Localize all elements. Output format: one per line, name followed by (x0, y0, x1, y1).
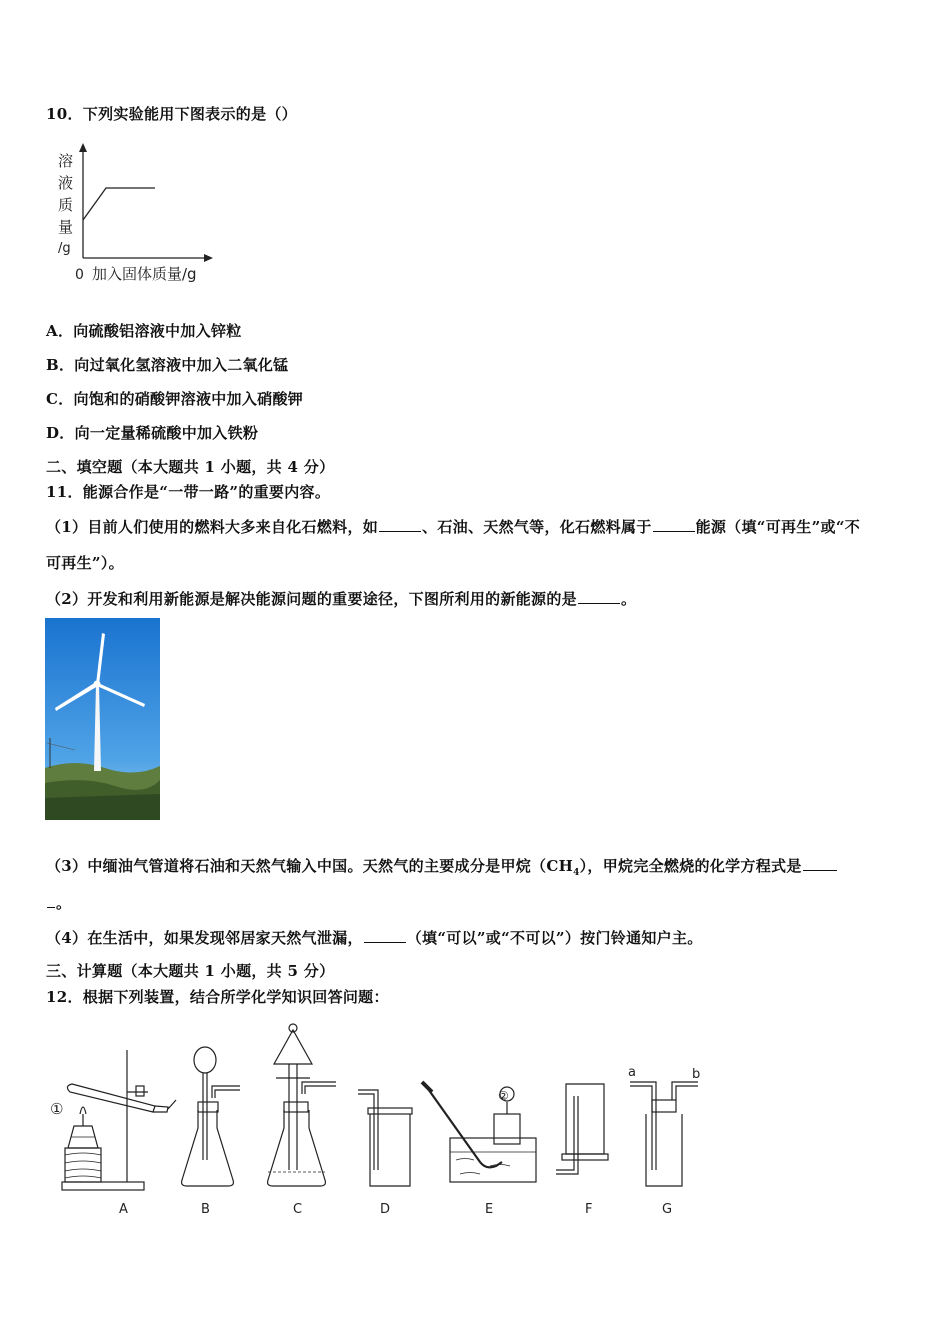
wind-turbine-photo (45, 618, 160, 820)
answer-blank (803, 856, 837, 871)
apparatus-a (50, 1050, 176, 1217)
label-b: B (201, 1202, 210, 1217)
apparatus-c (268, 1024, 336, 1217)
apparatus-g (628, 1065, 700, 1217)
apparatus-e (422, 1082, 536, 1217)
q11-p1-text-c: 能源（填“可再生”或“不 (695, 518, 861, 536)
apparatus-b (182, 1047, 240, 1217)
q10-option-a: A．向硫酸铝溶液中加入锌粒 (46, 322, 242, 340)
q11-p1-text-a: （1）目前人们使用的燃料大多来自化石燃料，如 (46, 518, 379, 536)
graph-x-arrow (204, 254, 213, 262)
port-a-label: a (628, 1065, 636, 1080)
q11-p3-text-b: ），甲烷完全燃烧的化学方程式是 (579, 857, 802, 875)
graph-x-label: 加入固体质量/g (92, 265, 197, 283)
graph-y-char-1: 溶 (58, 152, 74, 170)
label-g: G (662, 1202, 673, 1217)
q11-p4-text-a: （4）在生活中，如果发现邻居家天然气泄漏， (46, 929, 363, 947)
graph-y-arrow (79, 143, 87, 152)
label-e: E (485, 1202, 494, 1217)
q11-p2-text-b: 。 (620, 590, 637, 608)
section2-title: 二、填空题（本大题共 1 小题，共 4 分） (46, 458, 335, 476)
graph-y-char-3: 质 (58, 196, 74, 214)
q11-p4-text-b: （填“可以”或“不可以”）按门铃通知户主。 (406, 929, 703, 947)
q10-option-c: C．向饱和的硝酸钾溶液中加入硝酸钾 (46, 390, 304, 408)
apparatus-f (556, 1084, 608, 1217)
q11-stem: 11．能源合作是“一带一路”的重要内容。 (46, 483, 331, 501)
apparatus-figure (40, 1020, 720, 1220)
q10-option-b: B．向过氧化氢溶液中加入二氧化锰 (46, 356, 289, 374)
q10-stem: 10．下列实验能用下图表示的是（） (46, 105, 297, 123)
q11-p3-subscript: 4 (573, 868, 580, 878)
answer-blank (364, 928, 406, 943)
answer-blank (47, 893, 55, 908)
port-b-label: b (692, 1067, 701, 1082)
q11-part1-line2: 可再生”）。 (46, 554, 124, 572)
q11-part3-line2 (46, 892, 71, 913)
section3-title: 三、计算题（本大题共 1 小题，共 5 分） (46, 962, 335, 980)
label-d: D (380, 1202, 391, 1217)
graph-origin: 0 (75, 267, 84, 283)
answer-blank (653, 517, 695, 532)
graph-y-char-4: 量 (58, 218, 74, 236)
marker-1: ① (50, 1100, 64, 1118)
graph-curve (83, 188, 155, 220)
answer-blank (379, 517, 421, 532)
q11-p3-text-c: 。 (56, 894, 72, 912)
label-a: A (119, 1202, 128, 1217)
q10-graph (50, 140, 220, 290)
q11-p3-text-a: （3）中缅油气管道将石油和天然气输入中国。天然气的主要成分是甲烷（CH (46, 857, 574, 875)
q11-part4 (46, 927, 703, 948)
q11-part1-line1 (46, 516, 860, 537)
q12-stem: 12．根据下列装置，结合所学化学知识回答问题： (46, 988, 389, 1006)
q11-part3-line1 (46, 855, 838, 878)
q11-p2-text-a: （2）开发和利用新能源是解决能源问题的重要途径，下图所利用的新能源的是 (46, 590, 577, 608)
answer-blank (578, 589, 620, 604)
graph-y-char-2: 液 (58, 174, 74, 192)
apparatus-d (358, 1090, 412, 1217)
q11-p1-text-b: 、石油、天然气等，化石燃料属于 (422, 518, 652, 536)
graph-y-unit: /g (58, 241, 71, 256)
label-c: C (293, 1202, 303, 1217)
marker-2: ② (498, 1089, 509, 1103)
q10-option-d: D．向一定量稀硫酸中加入铁粉 (46, 424, 259, 442)
label-f: F (585, 1202, 593, 1217)
q11-part2 (46, 588, 636, 609)
